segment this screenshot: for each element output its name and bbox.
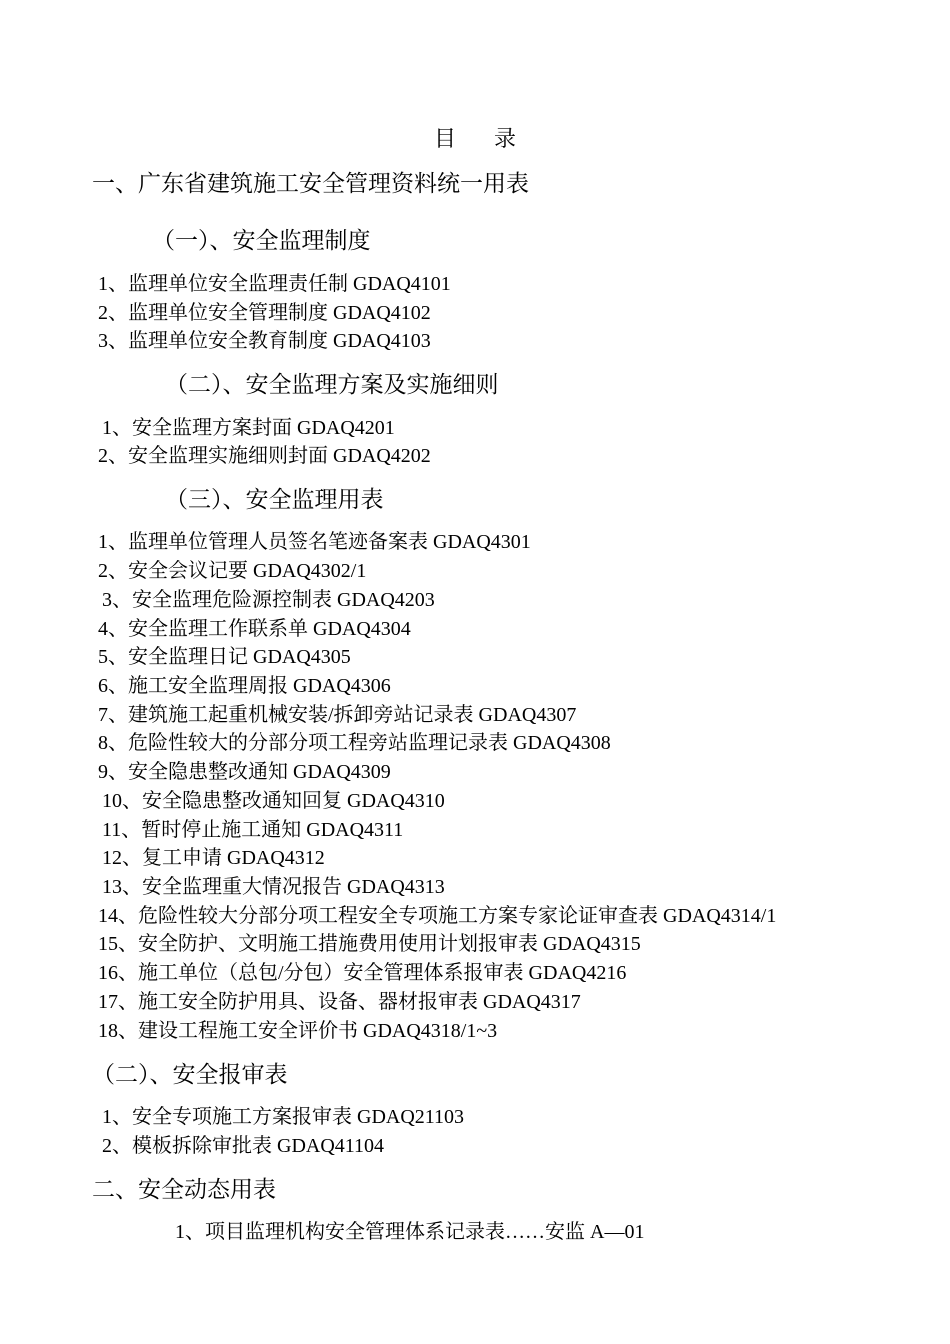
section-heading: 一、广东省建筑施工安全管理资料统一用表 [92,171,529,196]
list-item: 3、安全监理危险源控制表 GDAQ4203 [102,589,435,611]
list-item: 13、安全监理重大情况报告 GDAQ4313 [102,876,445,898]
list-item: 1、项目监理机构安全管理体系记录表……安监 A—01 [175,1221,645,1243]
list-item: 7、建筑施工起重机械安装/拆卸旁站记录表 GDAQ4307 [98,704,577,726]
toc-title [434,128,516,150]
section-heading: 二、安全动态用表 [92,1177,276,1202]
list-item: 9、安全隐患整改通知 GDAQ4309 [98,761,391,783]
list-item: 15、安全防护、文明施工措施费用使用计划报审表 GDAQ4315 [98,933,641,955]
list-item: 4、安全监理工作联系单 GDAQ4304 [98,618,411,640]
list-item: 16、施工单位（总包/分包）安全管理体系报审表 GDAQ4216 [98,962,627,984]
list-item: 1、监理单位安全监理责任制 GDAQ4101 [98,273,451,295]
list-item: 12、复工申请 GDAQ4312 [102,847,325,869]
list-item: 2、安全监理实施细则封面 GDAQ4202 [98,445,431,467]
list-item: 6、施工安全监理周报 GDAQ4306 [98,675,391,697]
list-item: 14、危险性较大分部分项工程安全专项施工方案专家论证审查表 GDAQ4314/1 [98,905,777,927]
toc-title-left: 目 [434,126,457,151]
list-item: 10、安全隐患整改通知回复 GDAQ4310 [102,790,445,812]
list-item: 2、监理单位安全管理制度 GDAQ4102 [98,302,431,324]
toc-title-right: 录 [494,126,517,151]
list-item: 3、监理单位安全教育制度 GDAQ4103 [98,330,431,352]
list-item: 2、模板拆除审批表 GDAQ41104 [102,1135,385,1157]
list-item: 18、建设工程施工安全评价书 GDAQ4318/1~3 [98,1020,498,1042]
list-item: 2、安全会议记要 GDAQ4302/1 [98,560,367,582]
list-item: 8、危险性较大的分部分项工程旁站监理记录表 GDAQ4308 [98,732,611,754]
subsection-heading: （一）、安全监理制度 [152,228,371,253]
list-item: 11、暂时停止施工通知 GDAQ4311 [102,819,404,841]
subsection-heading: （二）、安全监理方案及实施细则 [165,372,499,397]
subsection-heading: （二）、安全报审表 [92,1062,288,1087]
list-item: 17、施工安全防护用具、设备、器材报审表 GDAQ4317 [98,991,581,1013]
list-item: 1、安全监理方案封面 GDAQ4201 [102,417,395,439]
subsection-heading: （三）、安全监理用表 [165,487,384,512]
list-item: 5、安全监理日记 GDAQ4305 [98,646,351,668]
list-item: 1、安全专项施工方案报审表 GDAQ21103 [102,1106,465,1128]
list-item: 1、监理单位管理人员签名笔迹备案表 GDAQ4301 [98,531,531,553]
